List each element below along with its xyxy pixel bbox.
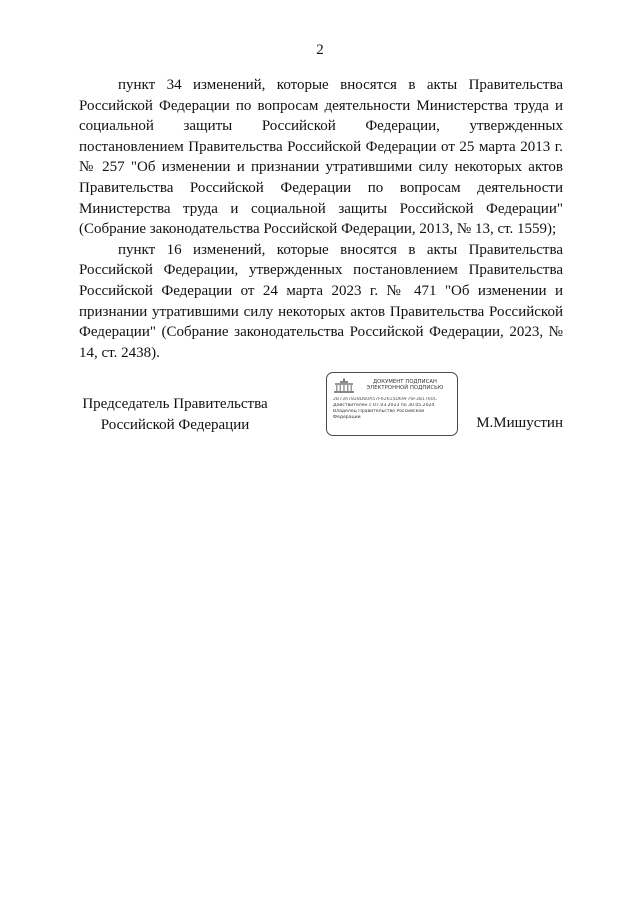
paragraph-item-16: пункт 16 изменений, которые вносятся в акты Правительства Российской Федерации, утвержденных постановлением Правительства Российской Федерации от 24 марта 2023 г. № 471 "Об изменении и признании утратившими силу некоторых актов Правительства Российской Федерации" (Собрание законодательства Российской Федерации, 2023, № 14, ст. 2438). <box>79 241 563 361</box>
paragraph-item-34: пункт 34 изменений, которые вносятся в акты Правительства Российской Федерации по вопросам деятельности Министерства труда и социальной защиты Российской Федерации, утвержденных постановлением Правительства Российской Федерации от 25 марта 2013 г. № 257 "Об изменении и признании утратившими силу некоторых актов Правительства Российской Федерации по вопросам деятельности Министерства труда и социальной защиты Российской Федерации" (Собрание законодательства Российской Федерации, 2013, № 13, ст. 1559); <box>79 77 563 238</box>
signature-block <box>79 372 563 442</box>
electronic-signature-stamp <box>326 372 458 436</box>
document-body <box>79 75 563 363</box>
signer-title <box>79 394 271 435</box>
stamp-title-line-2: ЭЛЕКТРОННОЙ ПОДПИСЬЮ <box>366 385 444 392</box>
signer-title-line-2: Российской Федерации <box>100 416 250 433</box>
stamp-header <box>333 378 451 394</box>
government-building-icon <box>333 378 355 394</box>
stamp-title-line-1: ДОКУМЕНТ ПОДПИСАН <box>372 379 438 385</box>
certificate-owner-line-1: Владелец Правительство Российской <box>333 409 425 414</box>
certificate-serial: 2B73A7828D80A57F62615D69F76F3B1760C <box>333 397 437 402</box>
signer-name: М.Мишустин <box>476 415 563 431</box>
certificate-owner-line-2: Федерации <box>333 415 361 420</box>
stamp-title <box>359 378 451 392</box>
signer-title-line-1: Председатель Правительства <box>82 396 268 412</box>
certificate-validity: Действителен с 07.03.2023 по 30.05.2024 <box>333 403 435 408</box>
page-number: 2 <box>316 42 324 58</box>
